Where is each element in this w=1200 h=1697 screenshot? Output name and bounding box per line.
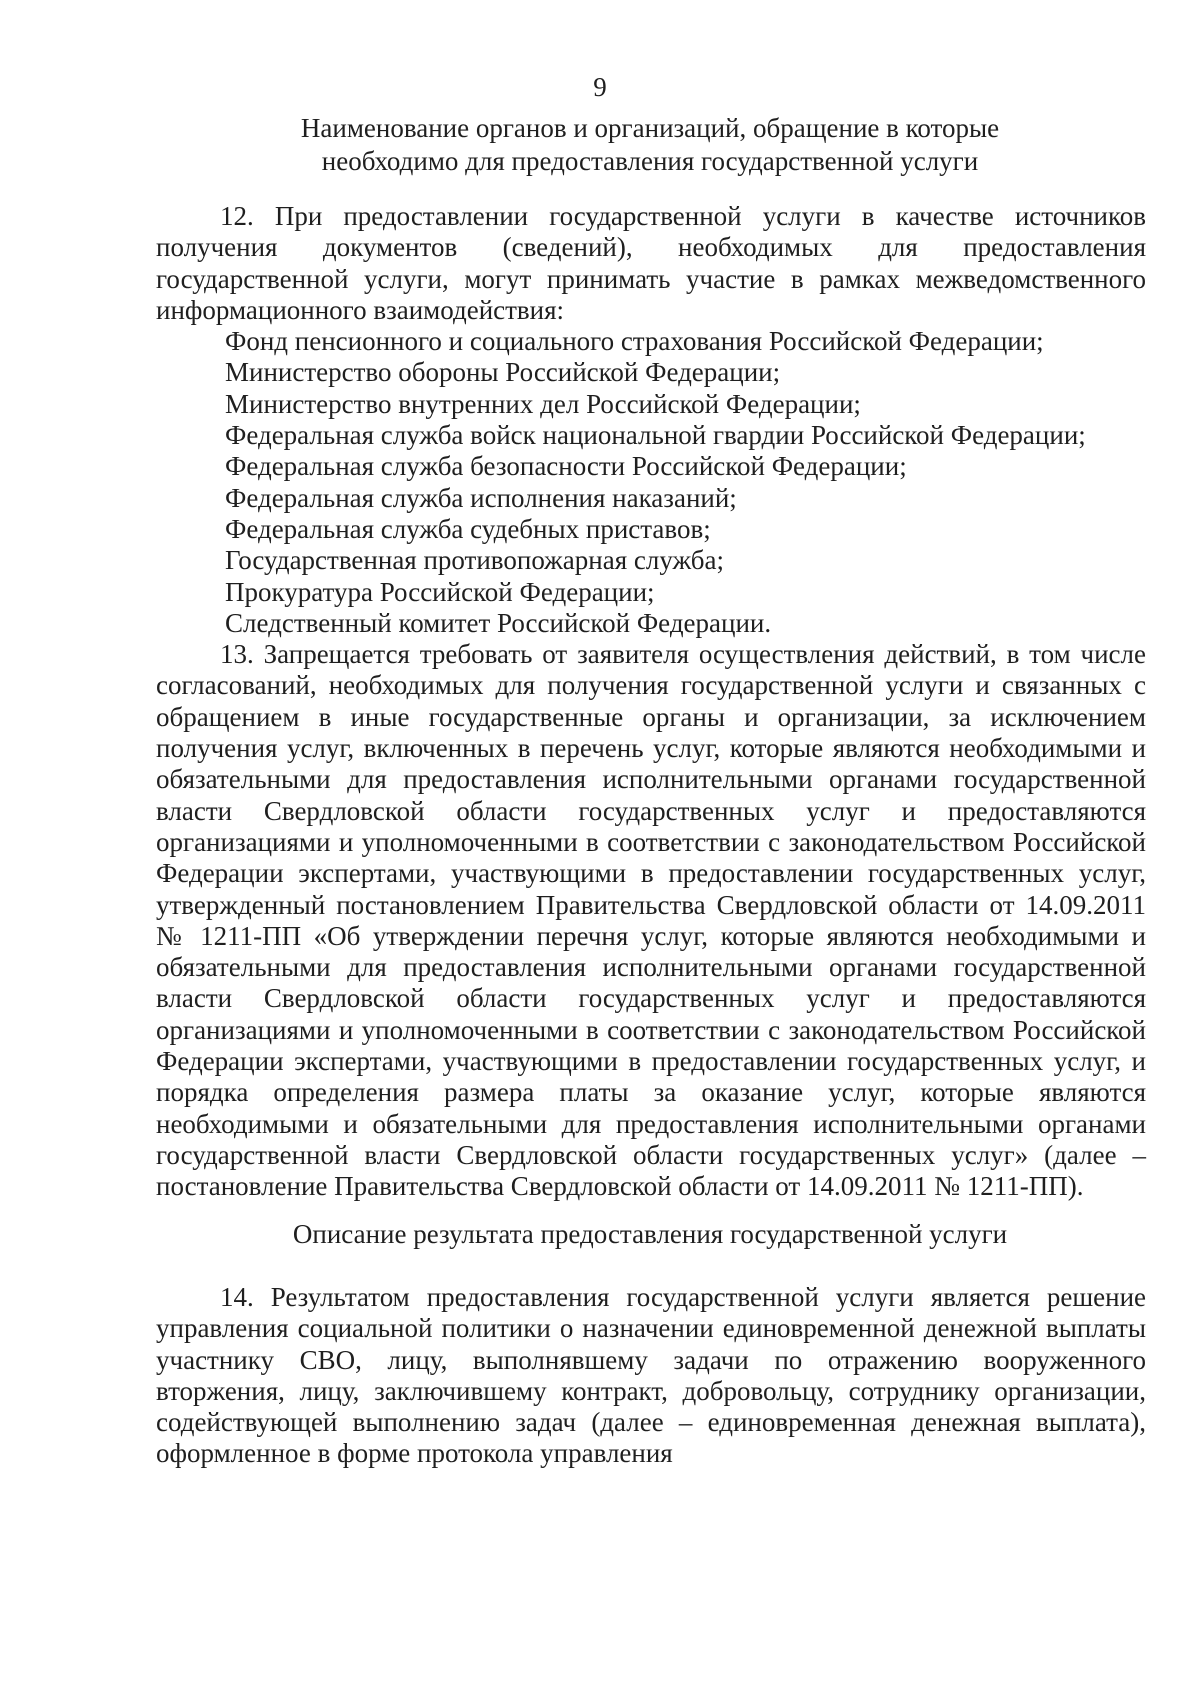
list-item: Федеральная служба безопасности Российской Федерации; — [225, 451, 907, 482]
list-item: Министерство внутренних дел Российской Федерации; — [225, 388, 861, 419]
section-heading-organizations — [160, 112, 1140, 178]
paragraph-12: 12. При предоставлении государственной услуги в качестве источников получения документов (сведений), необходимых для предоставления государственной услуги, могут принимать участие в рамках межведомственного информационного взаимодействия: — [156, 201, 1146, 325]
section-body-result — [156, 1282, 1146, 1470]
list-item: Федеральная служба исполнения наказаний; — [225, 482, 737, 513]
organizations-list — [156, 326, 1146, 639]
paragraph-13: 13. Запрещается требовать от заявителя осуществления действий, в том числе согласований, необходимых для получения государственной услуги и связанных с обращением в иные государственные органы и организации, за исключением получения услуг, включенных в перечень услуг, которые являются необходимыми и обязательными для предоставления исполнительными органами государственной власти Свердловской области государственных услуг и предоставляются организациями и уполномоченными в соответствии с законодательством Российской Федерации экспертами, участвующими в предоставлении государственных услуг, утвержденный постановлением Правительства Свердловской области от 14.09.2011 № 1211-ПП «Об утверждении перечня услуг, которые являются необходимыми и обязательными для предоставления исполнительными органами государственной власти Свердловской области государственных услуг и предоставляются организациями и уполномоченными в соответствии с законодательством Российской Федерации экспертами, участвующими в предоставлении государственных услуг, и порядка определения размера платы за оказание услуг, которые являются необходимыми и обязательными для предоставления исполнительными органами государственной власти Свердловской области государственных услуг» (далее – постановление Правительства Свердловской области от 14.09.2011 № 1211-ПП). — [156, 639, 1146, 1202]
heading-line: Описание результата предоставления государственной услуги — [292, 1219, 1008, 1249]
list-item: Прокуратура Российской Федерации; — [225, 576, 655, 607]
list-item: Федеральная служба войск национальной гвардии Российской Федерации; — [225, 420, 1086, 451]
list-item: Следственный комитет Российской Федерации. — [225, 607, 772, 638]
list-item: Фонд пенсионного и социального страхования Российской Федерации; — [225, 326, 1044, 357]
page-number: 9 — [593, 72, 607, 102]
list-item: Федеральная служба судебных приставов; — [225, 513, 711, 544]
list-item: Министерство обороны Российской Федерации; — [225, 357, 781, 388]
paragraph-14: 14. Результатом предоставления государственной услуги является решение управления социальной политики о назначении единовременной денежной выплаты участнику СВО, лицу, выполнявшему задачи по отражению вооруженного вторжения, лицу, заключившему контракт, добровольцу, сотруднику организации, содействующей выполнению задач (далее – единовременная денежная выплата), оформленное в форме протокола управления — [156, 1282, 1146, 1469]
section-heading-result — [160, 1218, 1140, 1251]
heading-line: необходимо для предоставления государственной услуги — [321, 146, 979, 176]
heading-line: Наименование органов и организаций, обращение в которые — [300, 113, 1000, 143]
list-item: Государственная противопожарная служба; — [225, 545, 725, 576]
section-body-organizations — [156, 201, 1146, 1203]
